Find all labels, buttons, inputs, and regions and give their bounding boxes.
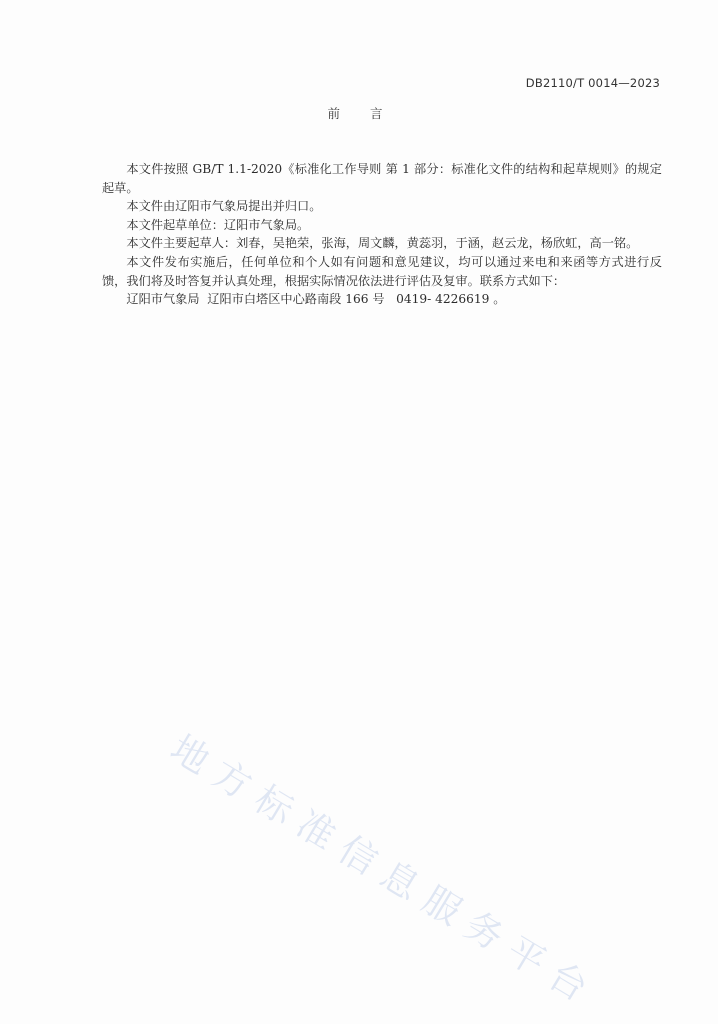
paragraph-drafters: 本文件主要起草人：刘春，吴艳荣，张海，周文麟，黄蕊羽，于涵，赵云龙，杨欣虹，高一铭。 [126,236,639,251]
document-code: DB2110/T 0014—2023 [525,76,660,90]
section-title: 前言 [327,106,413,121]
paragraph-drafting-unit: 本文件起草单位：辽阳市气象局。 [126,217,310,232]
contact-line: 辽阳市气象局 辽阳市白塔区中心路南段 166 号 0419- 4226619 。 [126,292,506,307]
foreword-body [102,160,662,309]
paragraph-drafting-basis: 本文件按照 GB/T 1.1-2020《标准化工作导则 第 1 部分：标准化文件的结构和起草规则》的规定起草。 [102,162,662,195]
watermark: 地方标准信息服务平台 [163,726,606,1016]
paragraph-proposer: 本文件由辽阳市气象局提出并归口。 [126,199,322,214]
paragraph-feedback: 本文件发布实施后，任何单位和个人如有问题和意见建议，均可以通过来电和来函等方式进行反馈，我们将及时答复并认真处理，根据实际情况依法进行评估及复审。联系方式如下： [102,254,662,288]
